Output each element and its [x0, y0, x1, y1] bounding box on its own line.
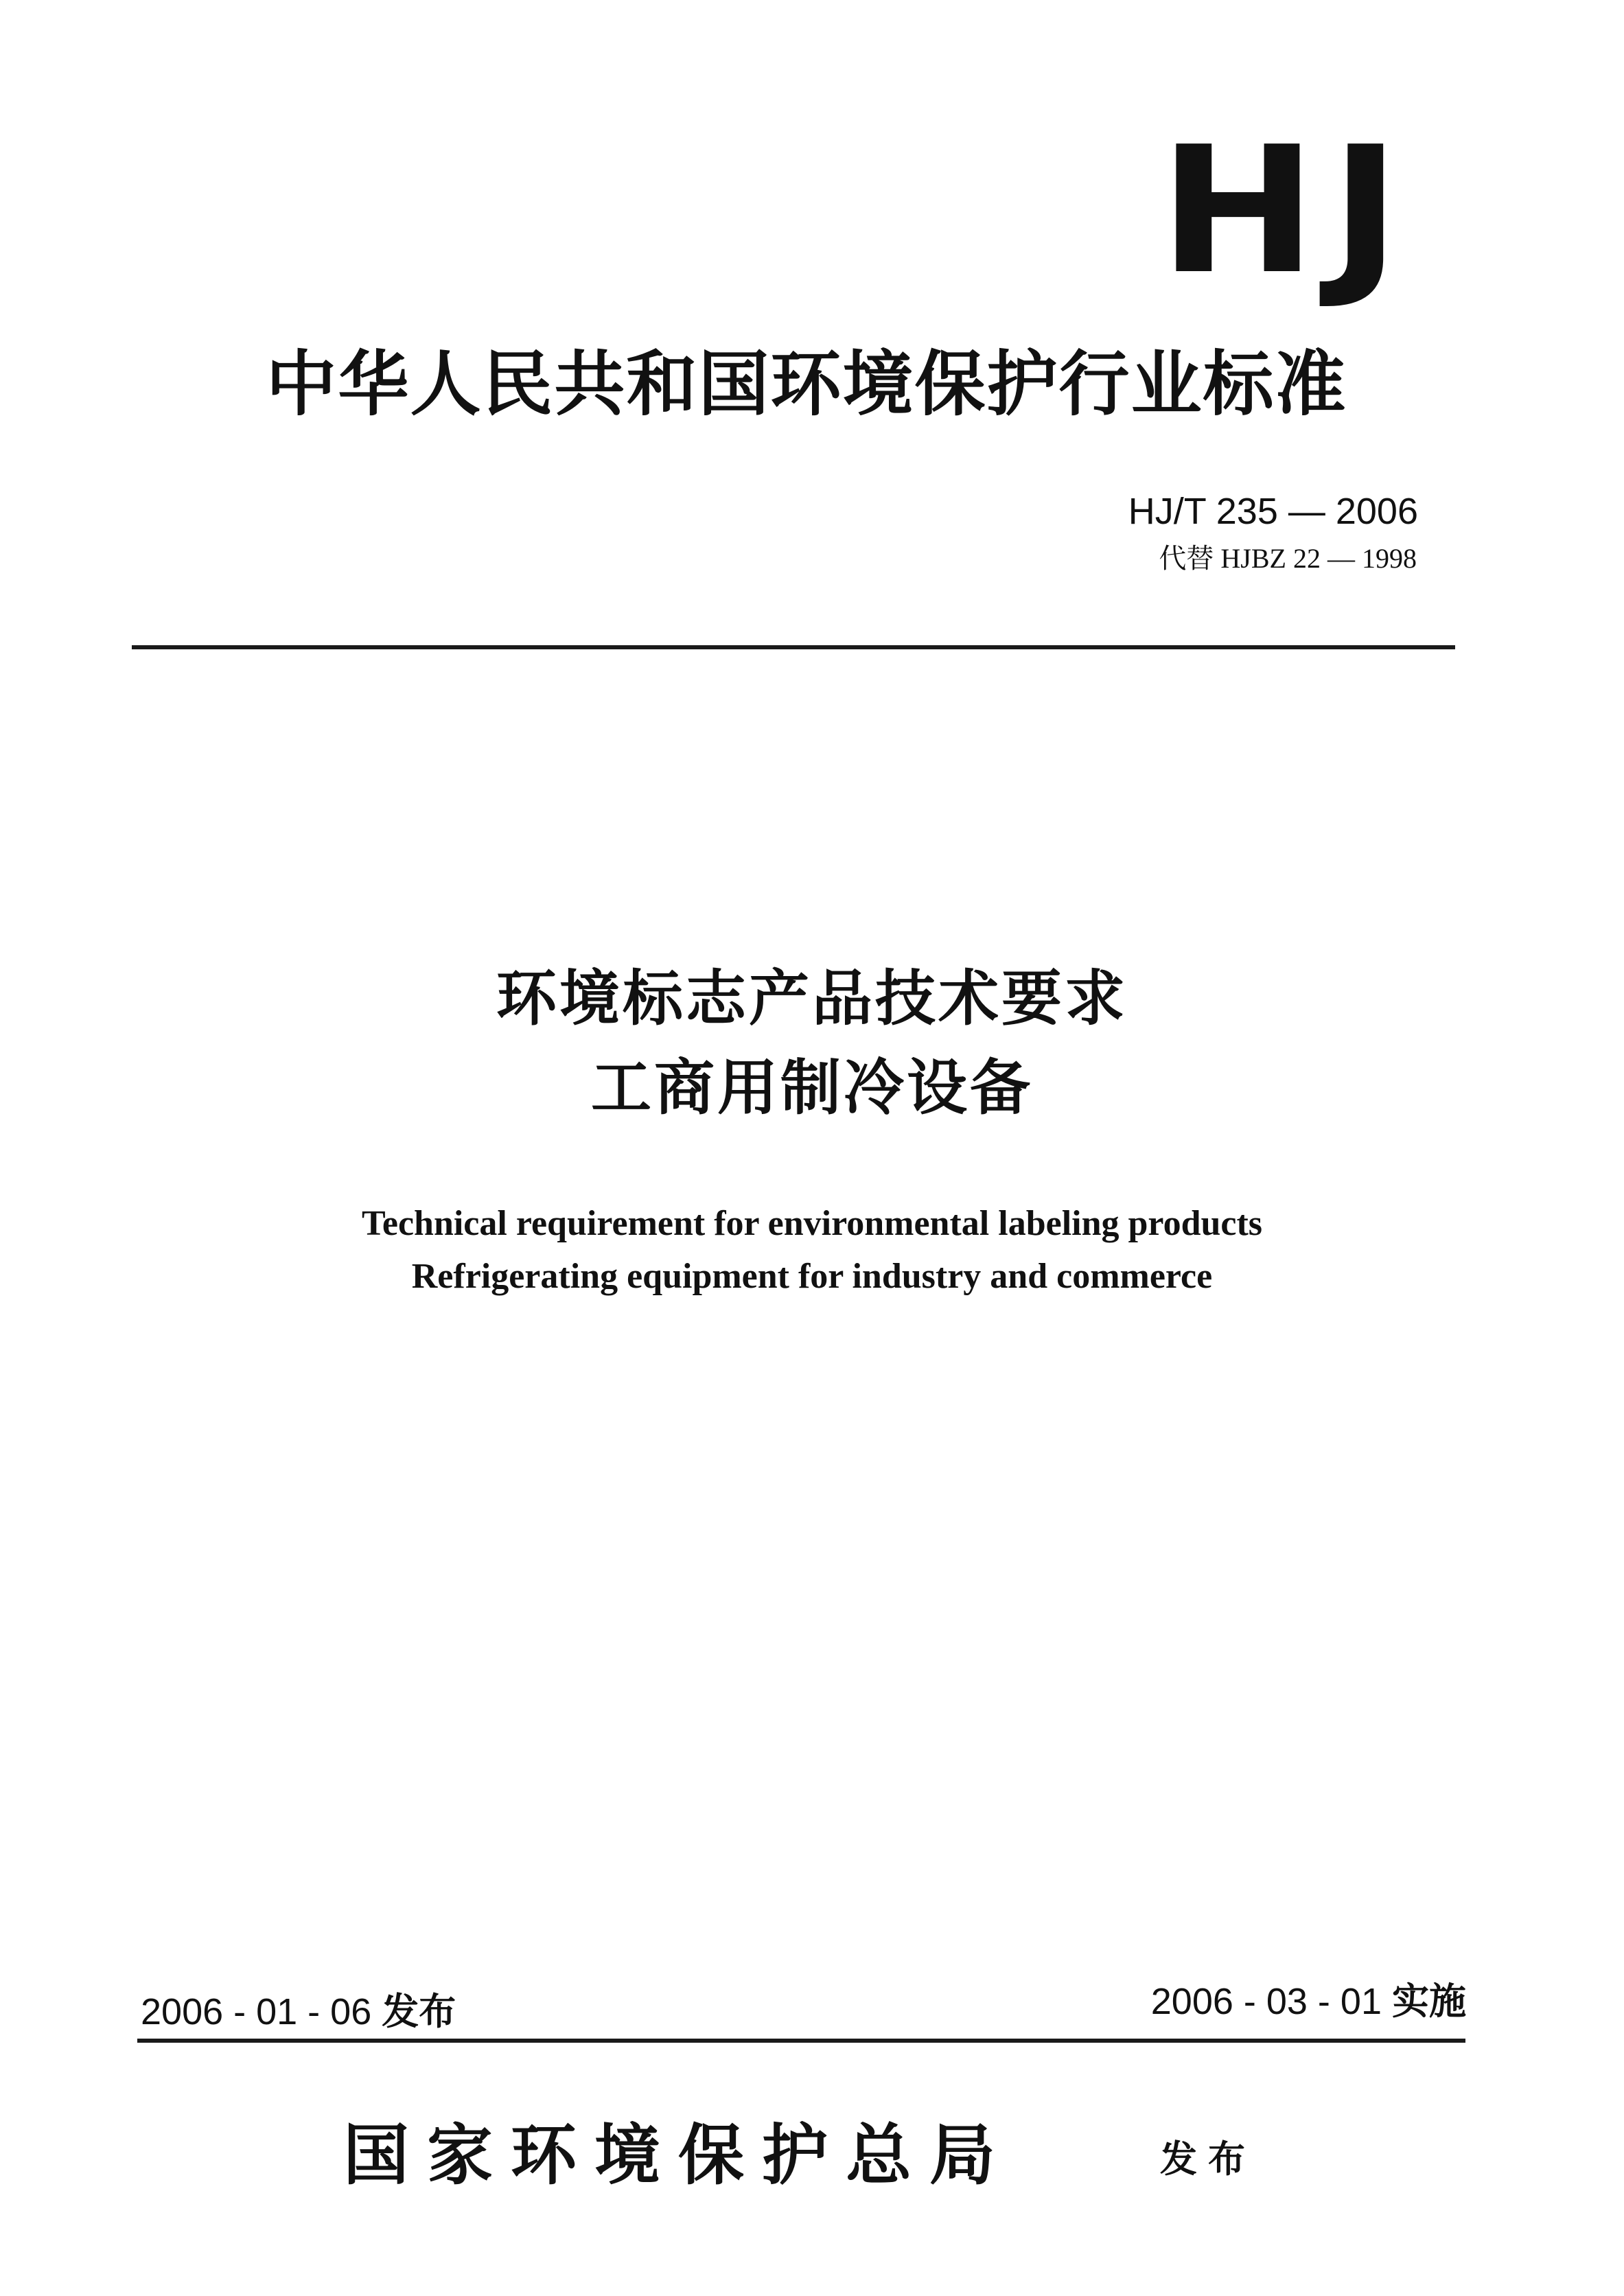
replaces-standard: 代替 HJBZ 22 — 1998: [1159, 543, 1417, 574]
standard-logo: HJ: [1159, 109, 1414, 313]
effective-date-block: [1151, 1977, 1466, 2026]
document-title-zh-line1: 环境标志产品技术要求: [496, 963, 1128, 1034]
top-divider: [132, 645, 1455, 649]
document-title-en-line2: Refrigerating equipment for industry and commerce: [411, 1257, 1213, 1296]
publisher-suffix: 发布: [1160, 2137, 1256, 2181]
document-title-en-line1: Technical requirement for environmental labeling products: [361, 1204, 1263, 1243]
organization-title: 中华人民共和国环境保护行业标准: [266, 343, 1347, 426]
publisher-name: 国家环境保护总局: [343, 2117, 1013, 2194]
document-title-zh-line2: 工商用制冷设备: [590, 1052, 1033, 1123]
bottom-divider: [137, 2039, 1465, 2043]
issue-label: 发布: [382, 1990, 456, 2033]
issue-date-block: [141, 1987, 456, 2037]
effective-label: 实施: [1392, 1980, 1466, 2023]
standard-number: HJ/T 235 — 2006: [1128, 491, 1418, 532]
effective-date: 2006 - 03 - 01: [1150, 1981, 1382, 2022]
issue-date: 2006 - 01 - 06: [141, 1991, 372, 2032]
